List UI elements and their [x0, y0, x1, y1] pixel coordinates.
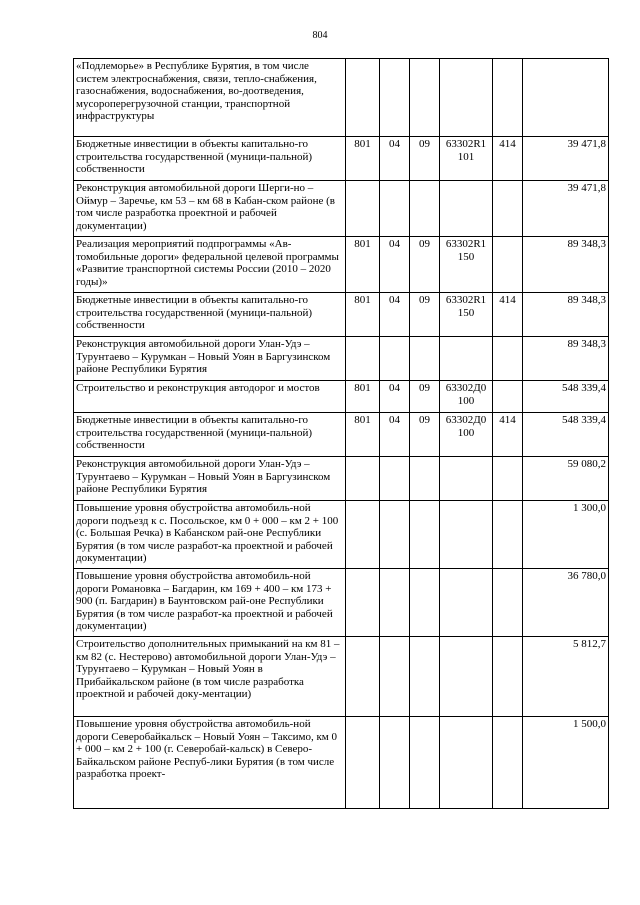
section-code — [380, 569, 410, 637]
row-description: Бюджетные инвестиции в объекты капитально-го строительства государственной (муници-пальной) собственности — [74, 413, 346, 457]
section-code — [380, 637, 410, 717]
section-code — [380, 59, 410, 137]
section-code: 04 — [380, 293, 410, 337]
row-description: Реконструкция автомобильной дороги Шерги-но – Оймур – Заречье, км 53 – км 68 в Кабан-ском районе (в том числе разработка проектной и рабочей документации) — [74, 181, 346, 237]
ministry-code — [346, 637, 380, 717]
table-row — [74, 137, 609, 181]
budget-table — [73, 58, 609, 809]
expense-type-code — [493, 717, 523, 809]
section-code: 04 — [380, 137, 410, 181]
target-article-code — [440, 181, 493, 237]
target-article-code — [440, 337, 493, 381]
subsection-code — [410, 181, 440, 237]
amount: 548 339,4 — [523, 381, 609, 413]
ministry-code — [346, 181, 380, 237]
table-row — [74, 501, 609, 569]
ministry-code: 801 — [346, 293, 380, 337]
subsection-code: 09 — [410, 413, 440, 457]
expense-type-code — [493, 569, 523, 637]
ministry-code — [346, 501, 380, 569]
ministry-code — [346, 59, 380, 137]
target-article-code — [440, 569, 493, 637]
ministry-code — [346, 569, 380, 637]
row-description: Строительство дополнительных примыканий на км 81 – км 82 (с. Нестерово) автомобильной дороги Улан-Удэ – Турунтаево – Курумкан – Новый Уоян в Прибайкальском районе (в том числе разработка проектной и рабочей доку-ментации) — [74, 637, 346, 717]
target-article-code — [440, 717, 493, 809]
table-row — [74, 413, 609, 457]
amount: 59 080,2 — [523, 457, 609, 501]
subsection-code — [410, 59, 440, 137]
row-description: Реализация мероприятий подпрограммы «Ав-томобильные дороги» федеральной целевой программы «Развитие транспортной системы России (2010 – 2020 годы)» — [74, 237, 346, 293]
subsection-code: 09 — [410, 381, 440, 413]
table-row — [74, 637, 609, 717]
section-code — [380, 717, 410, 809]
amount: 5 812,7 — [523, 637, 609, 717]
ministry-code: 801 — [346, 381, 380, 413]
table-row — [74, 457, 609, 501]
subsection-code — [410, 717, 440, 809]
ministry-code: 801 — [346, 237, 380, 293]
target-article-code: 63302R1 101 — [440, 137, 493, 181]
expense-type-code: 414 — [493, 293, 523, 337]
table-row — [74, 337, 609, 381]
table-row — [74, 59, 609, 137]
target-article-code — [440, 637, 493, 717]
table-row — [74, 181, 609, 237]
expense-type-code — [493, 59, 523, 137]
section-code: 04 — [380, 237, 410, 293]
expense-type-code — [493, 337, 523, 381]
expense-type-code — [493, 457, 523, 501]
expense-type-code — [493, 381, 523, 413]
ministry-code — [346, 457, 380, 501]
ministry-code: 801 — [346, 137, 380, 181]
amount: 1 500,0 — [523, 717, 609, 809]
expense-type-code — [493, 237, 523, 293]
expense-type-code — [493, 181, 523, 237]
amount: 39 471,8 — [523, 137, 609, 181]
amount: 36 780,0 — [523, 569, 609, 637]
amount: 89 348,3 — [523, 237, 609, 293]
expense-type-code: 414 — [493, 413, 523, 457]
row-description: Бюджетные инвестиции в объекты капитально-го строительства государственной (муници-пальной) собственности — [74, 293, 346, 337]
target-article-code: 63302R1 150 — [440, 237, 493, 293]
page-number: 804 — [312, 30, 328, 41]
row-description: Повышение уровня обустройства автомобиль-ной дороги Северобайкальск – Новый Уоян – Таксимо, км 0 + 000 – км 2 + 100 (г. Северобай-кальск) в Северо-Байкальском районе Респуб-лики Бурятия (в том числе разработка проект- — [74, 717, 346, 809]
subsection-code — [410, 457, 440, 501]
section-code — [380, 457, 410, 501]
row-description: Реконструкция автомобильной дороги Улан-Удэ – Турунтаево – Курумкан – Новый Уоян в Баргузинском районе Республики Бурятия — [74, 337, 346, 381]
row-description: Повышение уровня обустройства автомобиль-ной дороги Романовка – Багдарин, км 169 + 400 – км 173 + 900 (п. Багдарин) в Баунтовском рай-оне Республики Бурятия (в том числе разработ-ка проектной и рабочей документации) — [74, 569, 346, 637]
table-row — [74, 293, 609, 337]
subsection-code: 09 — [410, 293, 440, 337]
section-code: 04 — [380, 413, 410, 457]
section-code: 04 — [380, 381, 410, 413]
amount: 39 471,8 — [523, 181, 609, 237]
subsection-code: 09 — [410, 237, 440, 293]
section-code — [380, 501, 410, 569]
amount: 548 339,4 — [523, 413, 609, 457]
expense-type-code: 414 — [493, 137, 523, 181]
row-description: Реконструкция автомобильной дороги Улан-Удэ – Турунтаево – Курумкан – Новый Уоян в Баргузинском районе Республики Бурятия — [74, 457, 346, 501]
subsection-code — [410, 569, 440, 637]
ministry-code — [346, 337, 380, 381]
table-row — [74, 237, 609, 293]
subsection-code — [410, 337, 440, 381]
target-article-code: 63302Д0 100 — [440, 381, 493, 413]
target-article-code — [440, 501, 493, 569]
subsection-code: 09 — [410, 137, 440, 181]
target-article-code — [440, 59, 493, 137]
amount: 89 348,3 — [523, 293, 609, 337]
amount: 1 300,0 — [523, 501, 609, 569]
ministry-code — [346, 717, 380, 809]
row-description: Бюджетные инвестиции в объекты капитально-го строительства государственной (муници-пальной) собственности — [74, 137, 346, 181]
row-description: «Подлеморье» в Республике Бурятия, в том числе систем электроснабжения, связи, тепло-снабжения, газоснабжения, водоснабжения, во-доотведения, мусороперегрузочной станции, транспортной инфраструктуры — [74, 59, 346, 137]
table-row — [74, 381, 609, 413]
table-row — [74, 569, 609, 637]
expense-type-code — [493, 637, 523, 717]
section-code — [380, 181, 410, 237]
section-code — [380, 337, 410, 381]
amount: 89 348,3 — [523, 337, 609, 381]
subsection-code — [410, 501, 440, 569]
row-description: Строительство и реконструкция автодорог и мостов — [74, 381, 346, 413]
amount — [523, 59, 609, 137]
target-article-code: 63302R1 150 — [440, 293, 493, 337]
ministry-code: 801 — [346, 413, 380, 457]
subsection-code — [410, 637, 440, 717]
target-article-code — [440, 457, 493, 501]
target-article-code: 63302Д0 100 — [440, 413, 493, 457]
table-row — [74, 717, 609, 809]
expense-type-code — [493, 501, 523, 569]
row-description: Повышение уровня обустройства автомобиль-ной дороги подъезд к с. Посольское, км 0 + 000 – км 2 + 100 (с. Большая Речка) в Кабанском рай-оне Республики Бурятия (в том числе разработ-ка проектной и рабочей документации) — [74, 501, 346, 569]
